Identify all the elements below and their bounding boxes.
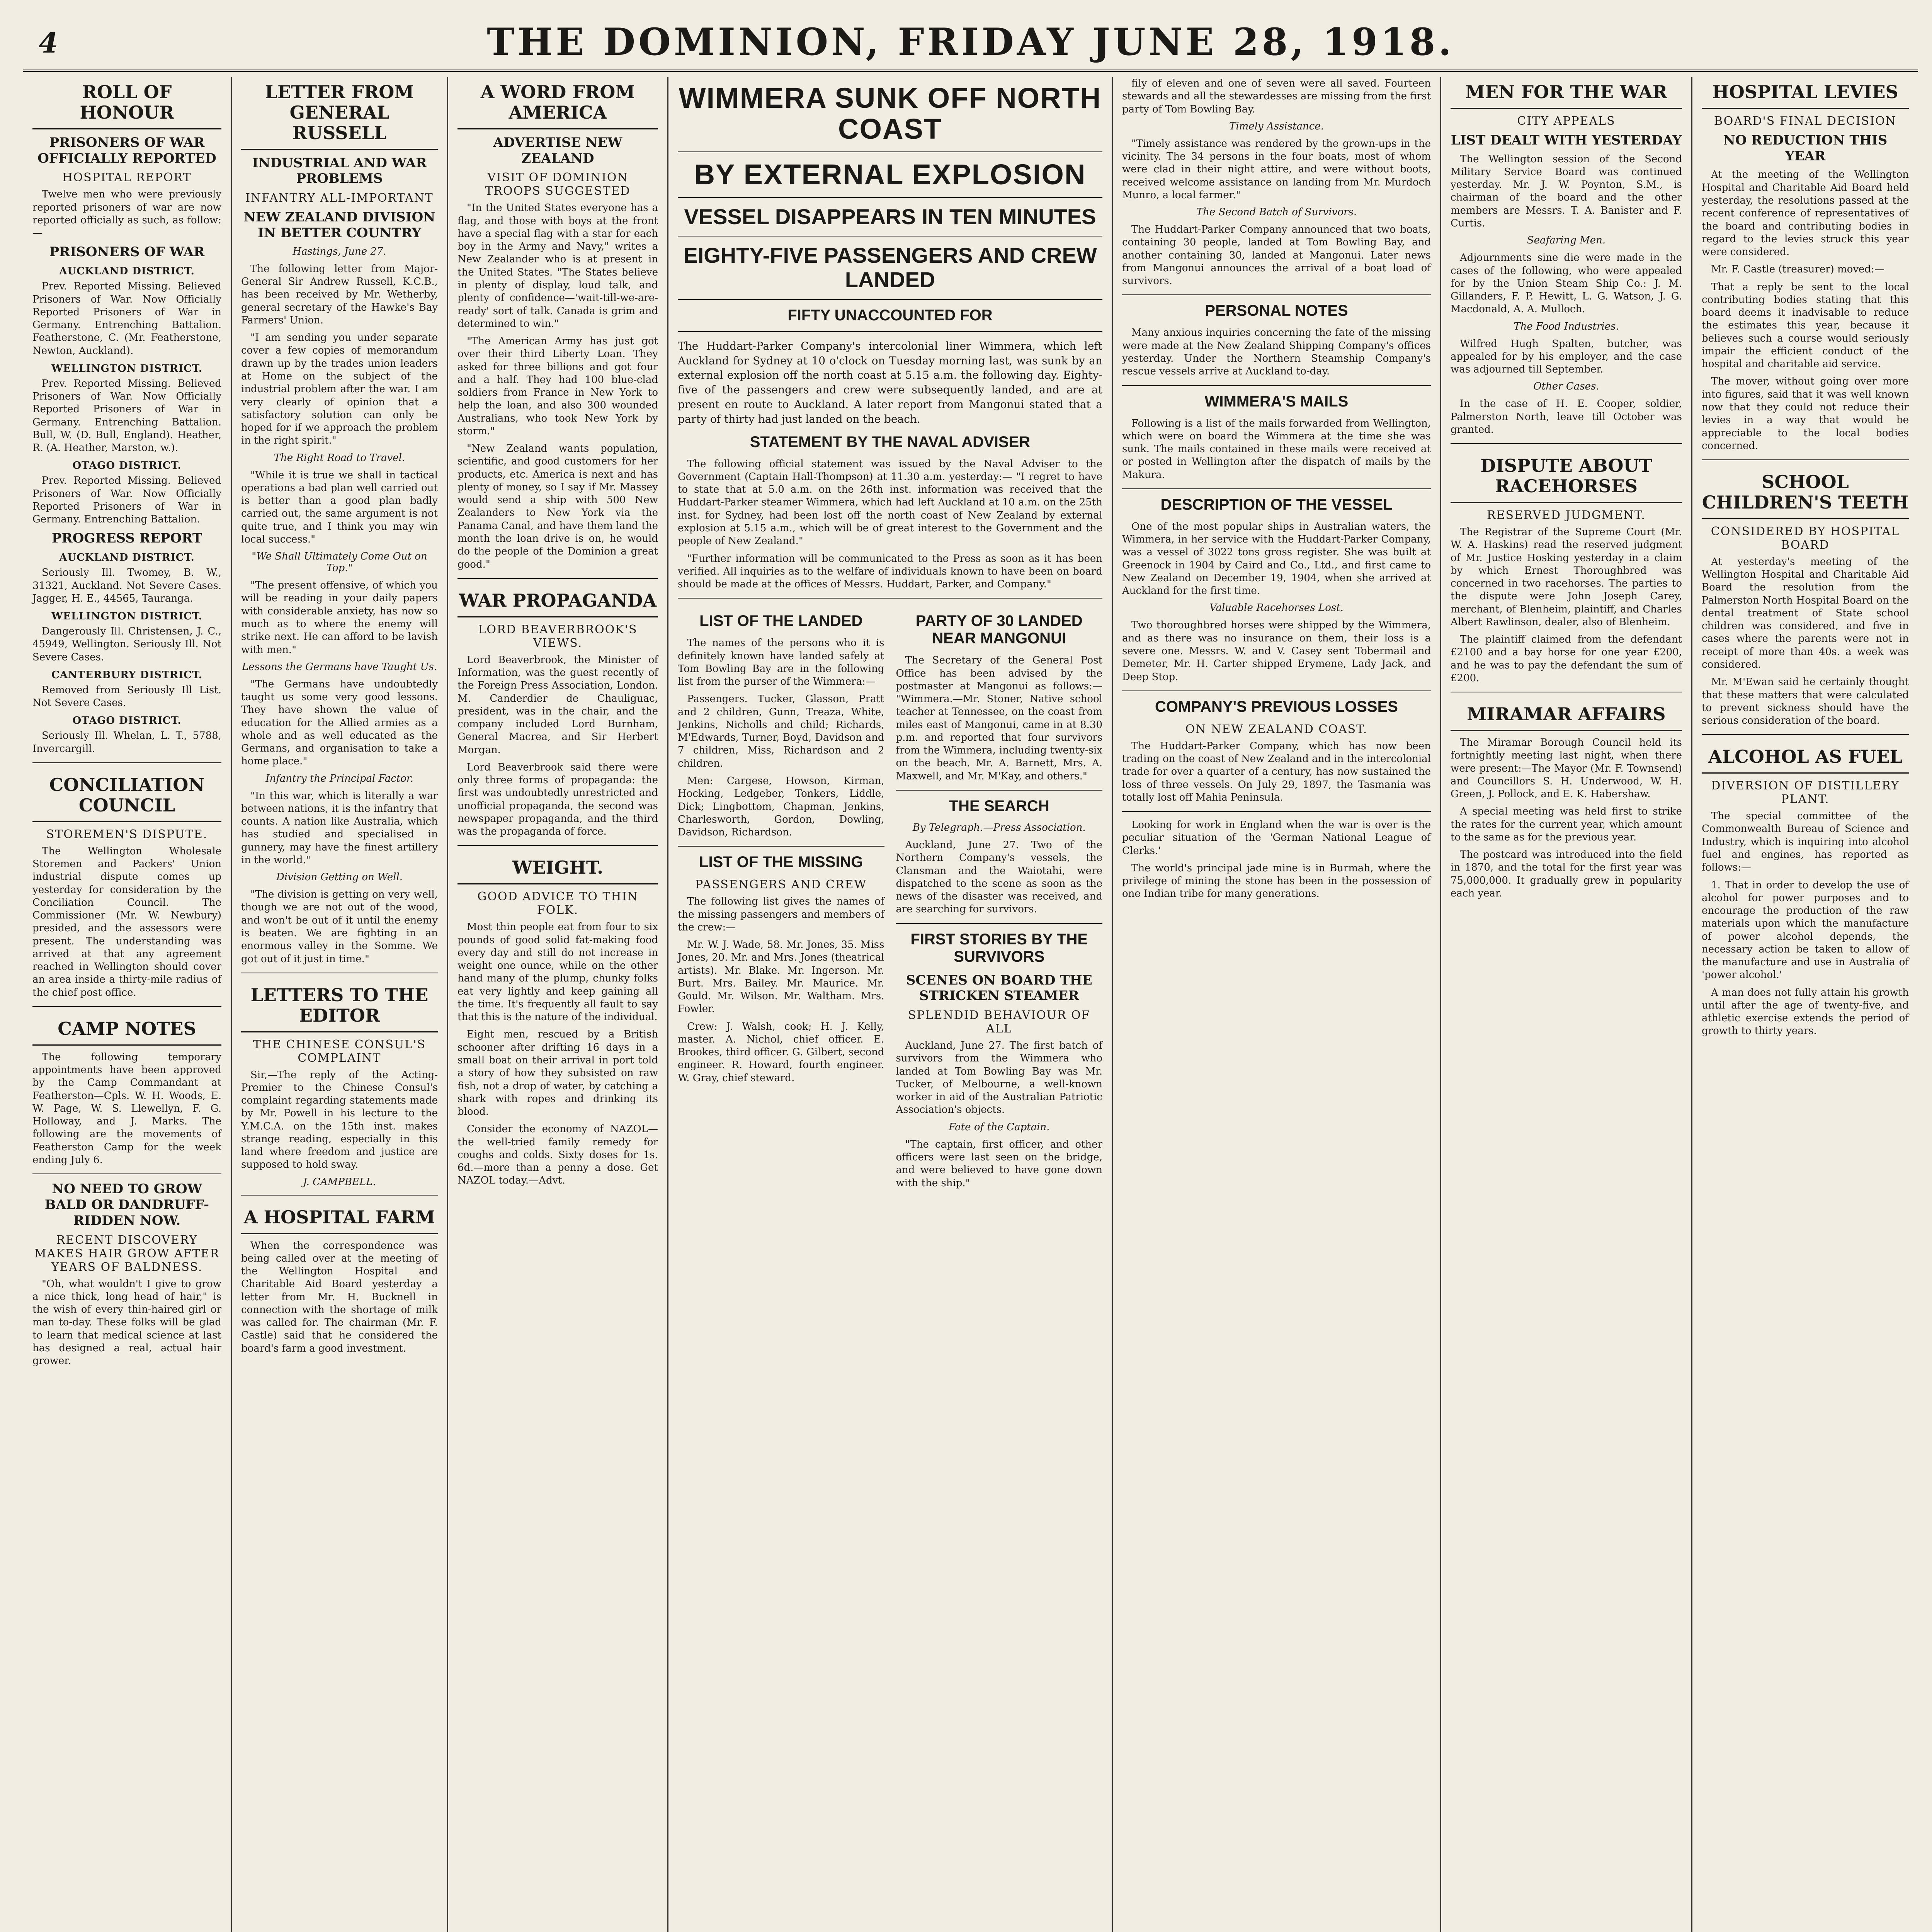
divider xyxy=(678,846,884,847)
article-text: Auckland, June 27. The first batch of survivors from the Wimmera who landed at Tom Bowling Bay was Mr. Tucker, of Melbourne, a well-known worker in aid of the Australian Patriotic Association's objects. xyxy=(896,1040,1102,1116)
headline-miramar-affairs: MIRAMAR AFFAIRS xyxy=(1451,699,1682,731)
landed-passengers: Passengers. Tucker, Glasson, Pratt and 2 children, Gunn, Treaza, White, Jenkins, Nicholls and child; Richards, M'Edwards, Turner, Boyd, Davidson and 7 children, Miss, Richardson and 2 children. xyxy=(678,693,884,769)
article-text: That a reply be sent to the local contributing bodies stating that this board deems it inadvisable to reduce the estimates this year, because it believes such a course would seriously impair the efficient conduct of the hospital and charitable aid service. xyxy=(1702,281,1909,370)
column-wimmera-continued xyxy=(1113,77,1441,1932)
article-text: "The captain, first officer, and other officers were last seen on the bridge, and were believed to have gone down with the ship." xyxy=(896,1138,1102,1189)
article-text: The following temporary appointments have been approved by the Camp Commandant at Featherston—Cpls. W. H. Woods, E. W. Page, W. S. Llewellyn, F. G. Holloway, and J. Marks. The following are the movements of Featherston Camp for the week ending July 6. xyxy=(32,1051,221,1166)
article-text: The Wellington Wholesale Storemen and Packers' Union industrial dispute comes up yesterday for consideration by the Conciliation Council. The Commissioner (Mr. W. Newbury) presided, and the assessors were present. The understanding was arrived at that any agreement reached in Wellington should cover an area inside a thirty-mile radius of the chief post office. xyxy=(32,845,221,998)
divider xyxy=(1702,459,1909,460)
headline-hospital-levies: HOSPITAL LEVIES xyxy=(1702,77,1909,109)
subhead: STOREMEN'S DISPUTE. xyxy=(46,827,208,841)
signature: J. CAMPBELL. xyxy=(303,1176,376,1188)
headline-school-childrens-teeth: SCHOOL CHILDREN'S TEETH xyxy=(1702,467,1909,519)
article-text: In the case of H. E. Cooper, soldier, Palmerston North, leave till October was granted. xyxy=(1451,398,1682,435)
article-text: "While it is true we shall in tactical operations a bad plan well carried out is better than a good plan badly carried out, the same argument is not quite true, and I think you may win local success." xyxy=(241,469,438,545)
subhead-personal-notes: PERSONAL NOTES xyxy=(1205,302,1348,320)
article-text: "The division is getting on very well, though we are not out of the wood, and won't be out of it until the enemy is beaten. We are fighting in an enormous valley in the Somme. We got out of it just in time." xyxy=(241,889,438,965)
column-word-from-america xyxy=(448,77,668,1932)
district-head: WELLINGTON DISTRICT. xyxy=(51,362,202,374)
district-head: OTAGO DISTRICT. xyxy=(72,715,182,727)
headline-fifty-unaccounted: FIFTY UNACCOUNTED FOR xyxy=(787,306,993,324)
article-text: Adjournments sine die were made in the cases of the following, who were appealed for by the Union Steam Ship Co.: J. M. Gillanders, F. P. Hewitt, L. G. Watson, J. G. Macdonald, A. A. Mulloch. xyxy=(1451,252,1682,315)
article-text: At yesterday's meeting of the Wellington Hospital and Charitable Aid Board the resolution from the Palmerston North Hospital Board on the dental treatment of State school children was considered, and five in cases where the parents were not in receipt of more than 40s. a week was considered. xyxy=(1702,556,1909,670)
subhead: HOSPITAL REPORT xyxy=(62,171,192,185)
article-text: Sir,—The reply of the Acting-Premier to the Chinese Consul's complaint regarding statements made by Mr. Powell in his lecture to the Y.M.C.A. on the 15th inst. makes strange reading, especially in this land where freedom and justice are supposed to hold sway. xyxy=(241,1069,438,1171)
article-text: Mr. M'Ewan said he certainly thought that these matters that were calculated to prevent sickness should have the serious consideration of the board. xyxy=(1702,676,1909,727)
divider xyxy=(678,299,1102,300)
article-text: The Huddart-Parker Company announced that two boats, containing 30 people, landed at Tom Bowling Bay, and another containing 30, landed at Mangonui. Later news from Mangonui announces the arrival of a boat load of survivors. xyxy=(1122,224,1431,287)
headline-weight: WEIGHT. xyxy=(457,853,658,884)
article-text: The Registrar of the Supreme Court (Mr. W. A. Haskins) read the reserved judgment of Mr. Justice Hosking yesterday in a claim by which Ernest Thoroughbred was concerned in two racehorses. The parties to the dispute were John Joseph Carey, merchant, of Blenheim, plaintiff, and Charles Albert Rawlinson, dealer, also of Blenheim. xyxy=(1451,526,1682,628)
article-text: The Secretary of the General Post Office has been advised by the postmaster at Mangonui as follows:— "Wimmera.—Mr. Stoner, Native school teacher at Tennessee, on the coast from miles east of Mangonui, came in at 8.30 p.m. and reported that four survivors from the Wimmera, including twenty-six on the beach. Mr. A. Barnett, Mrs. A. Maxwell, and Mr. M'Kay, and others." xyxy=(896,655,1102,782)
article-text: Most thin people eat from four to six pounds of good solid fat-making food every day and still do not increase in weight one ounce, while on the other hand many of the plump, chunky folks eat very lightly and keep gaining all the time. It's frequently all fault to say that this is the nature of the individual. xyxy=(457,921,658,1023)
paper-title: THE DOMINION, FRIDAY JUNE 28, 1918. xyxy=(487,20,1454,64)
divider xyxy=(896,923,1103,924)
article-text: The Huddart-Parker Company, which has now been trading on the coast of New Zealand and in the intercolonial trade for over a quarter of a century, has now sustained the loss of three vessels. On July 29, 1897, the Tasmania was totally lost off Mahia Peninsula. xyxy=(1122,740,1431,803)
district-head: AUCKLAND DISTRICT. xyxy=(59,552,195,564)
ad-text: "Oh, what wouldn't I give to grow a nice thick, long head of hair," is the wish of every thin-haired girl or man to-day. These folks will be glad to learn that medical science at last has designed a real, actual hair grower. xyxy=(32,1278,221,1367)
subhead-party-of-30: PARTY OF 30 LANDED NEAR MANGONUI xyxy=(915,612,1083,647)
subhead: INFANTRY ALL-IMPORTANT xyxy=(245,191,434,205)
article-text: The following letter from Major-General Sir Andrew Russell, K.C.B., has been received by Mr. Wetherby, general secretary of the Hawke's Bay Farmers' Union. xyxy=(241,263,438,326)
subhead: PASSENGERS AND CREW xyxy=(695,878,867,892)
district-head: OTAGO DISTRICT. xyxy=(72,460,182,472)
crosshead: Valuable Racehorses Lost. xyxy=(1209,602,1344,614)
subhead: ON NEW ZEALAND COAST. xyxy=(1185,722,1368,736)
crosshead: Seafaring Men. xyxy=(1527,235,1606,247)
headline-conciliation: CONCILIATION COUNCIL xyxy=(32,770,221,822)
subhead: SCENES ON BOARD THE STRICKEN STEAMER xyxy=(906,972,1092,1004)
article-text: The mover, without going over more into figures, said that it was well known now that they could not reduce their levies in a way that would be appreciable to the local bodies concerned. xyxy=(1702,376,1909,452)
article-text: The special committee of the Commonwealth Bureau of Science and Industry, which is inquiring into alcohol fuel and engines, has reported as follows:— xyxy=(1702,810,1909,874)
article-text: Two thoroughbred horses were shipped by the Wimmera, and as there was no insurance on them, their loss is a severe one. Messrs. W. and V. Casey sent Tobermail and Demeter, Mr. H. Carter shipped Erymene, Lady Jack, and Deep Stop. xyxy=(1122,619,1431,683)
headline-dispute-racehorses: DISPUTE ABOUT RACEHORSES xyxy=(1451,451,1682,503)
divider xyxy=(1122,488,1431,489)
dateline: Hastings, June 27. xyxy=(293,245,386,257)
divider xyxy=(896,790,1103,791)
subcolumn-right xyxy=(896,605,1103,1194)
article-text: One of the most popular ships in Australian waters, the Wimmera, in her service with the Huddart-Parker Company, was a vessel of 3022 tons gross register. She was built at Greenock in 1904 by Caird and Co., Ltd., and first came to New Zealand on December 19, 1904, when she arrived at Auckland for the first time. xyxy=(1122,520,1431,597)
section-head: PRISONERS OF WAR xyxy=(49,244,205,260)
lead-paragraph: The Huddart-Parker Company's intercolonial liner Wimmera, which left Auckland for Sydney at 10 o'clock on Tuesday morning last, was sunk by an external explosion off the north coast at 5.15 a.m. the following day. Eighty-five of the passengers and crew were subsequently landed, and are at present en route to Auckland. A later report from Mangonui stated that a party of thirty had just landed on the beach. xyxy=(678,339,1102,425)
article-text: "In this war, which is literally a war between nations, it is the infantry that counts. A nation like Australia, which has studied and specialised in gunnery, may have the finest artillery in the world." xyxy=(241,790,438,866)
ad-text: Consider the economy of NAZOL—the well-tried family remedy for coughs and colds. Sixty doses for 1s. 6d.—more than a penny a dose. Get NAZOL today.—Advt. xyxy=(457,1123,658,1187)
divider xyxy=(32,762,221,763)
article-text: 1. That in order to develop the use of alcohol for power purposes and to encourage the production of the raw materials upon which the manufacture of power alcohol depends, the necessary action be taken to allow of the manufacture and use in Australia of 'power alcohol.' xyxy=(1702,879,1909,981)
subhead: VISIT OF DOMINION TROOPS SUGGESTED xyxy=(485,171,631,198)
article-text: Dangerously Ill. Christensen, J. C., 45949, Wellington. Seriously Ill. Not Severe Cases. xyxy=(32,626,221,663)
headline-men-for-the-war: MEN FOR THE WAR xyxy=(1451,77,1682,109)
article-text: "The present offensive, of which you will be reading in your daily papers with considerable anxiety, has now so much as to where the enemy will strike next. He can afford to be lavish with men." xyxy=(241,580,438,656)
article-text: Removed from Seriously Ill List. Not Severe Cases. xyxy=(32,684,221,709)
headline-wimmera-sunk: WIMMERA SUNK OFF NORTH COAST xyxy=(679,82,1102,145)
article-text: Prev. Reported Missing. Believed Prisoners of War. Now Officially Reported Prisoners of War in Germany. Entrenching Battalion. Bull, W. (D. Bull, England). Heather, R. (A. Heather, Marston, w.). xyxy=(32,378,221,454)
article-text: When the correspondence was being called over at the meeting of the Wellington Hospital and Charitable Aid Board yesterday a letter from Mr. H. Bucknell in connection with the shortage of milk was called for. The chairman (Mr. F. Castle) said that he considered the board's farm a good investment. xyxy=(241,1240,438,1354)
district-head: CANTERBURY DISTRICT. xyxy=(51,669,202,681)
district-head: AUCKLAND DISTRICT. xyxy=(59,265,195,277)
divider xyxy=(32,1173,221,1174)
headline-roll-of-honour: ROLL OF HONOUR xyxy=(32,77,221,129)
article-text: The Wellington session of the Second Military Service Board was continued yesterday. Mr. J. W. Poynton, S.M., is chairman of the board and the other members are Messrs. T. A. Banister and F. Curtis. xyxy=(1451,153,1682,230)
divider xyxy=(1702,734,1909,735)
subhead-vessel-description: DESCRIPTION OF THE VESSEL xyxy=(1160,496,1393,513)
crosshead: Lessons the Germans have Taught Us. xyxy=(242,661,437,673)
headline-external-explosion: BY EXTERNAL EXPLOSION xyxy=(694,158,1086,190)
subhead-list-missing: LIST OF THE MISSING xyxy=(699,854,863,871)
subhead: DIVERSION OF DISTILLERY PLANT. xyxy=(1711,779,1900,806)
article-text: "I am sending you under separate cover a few copies of memorandum drawn up by the trades union leaders at Home on the subject of the industrial problem after the war. I am very clearly of opinion that a satisfactory solution can only be hoped for if we approach the problem in the right spirit." xyxy=(241,332,438,447)
crosshead: The Second Batch of Survivors. xyxy=(1196,206,1357,218)
column-general-russell xyxy=(232,77,448,1932)
headline-general-russell: LETTER FROM GENERAL RUSSELL xyxy=(241,77,438,150)
missing-passengers: Mr. W. J. Wade, 58. Mr. Jones, 35. Miss Jones, 20. Mr. and Mrs. Jones (theatrical artists). Mr. Blake. Mr. Ingerson. Mr. Burt. Mrs. Bailey. Mr. Maurice. Mr. Gould. Mr. Wilson. Mr. Waltham. Mrs. Fowler. xyxy=(678,939,884,1015)
subhead: LORD BEAVERBROOK'S VIEWS. xyxy=(478,622,638,650)
divider xyxy=(1122,690,1431,691)
article-text: Lord Beaverbrook said there were only three forms of propaganda: the first was undoubtedly unrestricted and unofficial propaganda, the second was newspaper propaganda, and the third was the propaganda of force. xyxy=(457,761,658,838)
ad-headline: NO NEED TO GROW BALD OR DANDRUFF-RIDDEN NOW. xyxy=(44,1181,209,1228)
subhead-previous-losses: COMPANY'S PREVIOUS LOSSES xyxy=(1155,698,1398,715)
section-head: PROGRESS REPORT xyxy=(51,531,202,546)
article-text: "The American Army has just got over their third Liberty Loan. They asked for three billions and got four and a half. They had 100 blue-clad soldiers from France in New York to help the loan, and also 300 wounded Australians, who took New York by storm." xyxy=(457,335,658,437)
headline-war-propaganda: WAR PROPAGANDA xyxy=(457,586,658,617)
headline-vessel-disappears: VESSEL DISAPPEARS IN TEN MINUTES xyxy=(684,204,1096,229)
subcolumn-left xyxy=(678,605,884,1194)
missing-crew: Crew: J. Walsh, cook; H. J. Kelly, master. A. Nichol, chief officer. E. Brookes, third officer. G. Gilbert, second engineer. R. Howard, fourth engineer. W. Gray, chief steward. xyxy=(678,1020,884,1084)
ad-subhead: RECENT DISCOVERY MAKES HAIR GROW AFTER YEARS OF BALDNESS. xyxy=(34,1233,220,1274)
subhead: CITY APPEALS xyxy=(1517,114,1616,128)
article-text: The plaintiff claimed from the defendant £2100 and a bay horse for one year £200, and he was to pay the defendant the sum of £200. xyxy=(1451,634,1682,684)
article-text: "New Zealand wants population, scientific, and good customers for her products, etc. America is next and has plenty of money, so I say if Mr. Massey would send a ship with 500 New Zealanders to New York via the Panama Canal, and have them land the month the loan drive is on, he would do the people of the Dominion a great good." xyxy=(457,443,658,570)
article-text: Looking for work in England when the war is over is the peculiar situation of the 'German National League of Clerks.' xyxy=(1122,819,1431,857)
subhead: LIST DEALT WITH YESTERDAY xyxy=(1451,132,1682,148)
article-text: Prev. Reported Missing. Believed Prisoners of War. Now Officially Reported Prisoners of War in Germany. Entrenching Battalion. xyxy=(32,475,221,526)
landed-men: Men: Cargese, Howson, Kirman, Hocking, Ledgeber, Tonkers, Liddle, Dick; Lingbottom, Chapman, Jenkins, Charlesworth, Gordon, Dowling, Davidson, Richardson. xyxy=(678,775,884,838)
article-text: The following official statement was issued by the Naval Adviser to the Government (Captain Hall-Thompson) at 11.30 a.m. yesterday:— "I regret to have to state that at 5.0 a.m. on the 26th inst. information was received that the Huddart-Parker steamer Wimmera, which had left Auckland at 10 a.m. on the 25th inst. for Sydney, had been lost off the north coast of New Zealand by external explosion at 5.15 a.m., which will be of great interest to the Government and the people of New Zealand." xyxy=(678,458,1102,547)
subhead: INDUSTRIAL AND WAR PROBLEMS xyxy=(252,155,427,187)
subhead-the-search: THE SEARCH xyxy=(949,797,1049,815)
article-text: A man does not fully attain his growth until after the age of twenty-five, and athletic exercise extends the period of growth to thirty years. xyxy=(1702,986,1909,1037)
headline-letters-to-editor: LETTERS TO THE EDITOR xyxy=(241,980,438,1032)
column-men-for-the-war xyxy=(1441,77,1692,1932)
article-text: Prev. Reported Missing. Believed Prisoners of War. Now Officially Reported Prisoners of War in Germany. Entrenching Battalion. Featherstone, C. (Mr. Featherstone, Newton, Auckland). xyxy=(32,281,221,357)
headline-hospital-farm: A HOSPITAL FARM xyxy=(241,1202,438,1234)
crosshead: "We Shall Ultimately Come Out on Top." xyxy=(252,551,427,574)
crosshead: The Right Road to Travel. xyxy=(274,452,405,464)
article-text: Auckland, June 27. Two of the Northern Company's vessels, the Clansman and the Waiotahi, were dispatched to the scene as soon as the news of the disaster was received, and are searching for survivors. xyxy=(896,839,1102,915)
crosshead: The Food Industries. xyxy=(1514,320,1619,332)
article-text: "Further information will be communicated to the Press as soon as it has been verified. All inquiries as to the welfare of individuals known to have been on board should be made at the offices of Messrs. Huddart, Parker, and Company." xyxy=(678,553,1102,590)
crosshead: Division Getting on Well. xyxy=(276,871,403,883)
divider xyxy=(1451,443,1682,444)
lead-subcolumns xyxy=(678,605,1102,1194)
article-text: Following is a list of the mails forwarded from Wellington, which were on board the Wimmera at the time she was sunk. The mails contained in these mails were received at or posted in Wellington after the dispatch of mails by the Makura. xyxy=(1122,417,1431,481)
article-text: Wilfred Hugh Spalten, butcher, was appealed for by his employer, and the case was adjourned till September. xyxy=(1451,338,1682,376)
divider xyxy=(32,1006,221,1007)
subhead-naval-adviser: STATEMENT BY THE NAVAL ADVISER xyxy=(750,433,1031,451)
subhead: CONSIDERED BY HOSPITAL BOARD xyxy=(1711,524,1900,552)
article-text: The names of the persons who it is definitely known have landed safely at Tom Bowling Bay are in the following list from the purser of the Wimmera:— xyxy=(678,637,884,688)
subhead: GOOD ADVICE TO THIN FOLK. xyxy=(477,890,638,917)
article-text: Twelve men who were previously reported prisoners of war are now reported officially as such, as follow:— xyxy=(32,189,221,239)
article-text: At the meeting of the Wellington Hospital and Charitable Aid Board held yesterday, the resolutions passed at the recent conference of representatives of the board and contributing bodies in regard to the levies struck this year were considered. xyxy=(1702,169,1909,258)
subhead: NEW ZEALAND DIVISION IN BETTER COUNTRY xyxy=(243,209,435,241)
subhead: SPLENDID BEHAVIOUR OF ALL xyxy=(908,1009,1090,1036)
subhead: PRISONERS OF WAR OFFICIALLY REPORTED xyxy=(37,134,216,166)
district-head: WELLINGTON DISTRICT. xyxy=(51,611,202,622)
crosshead: Other Cases. xyxy=(1533,381,1599,393)
article-text: The Miramar Borough Council held its fortnightly meeting last night, when there were present:—The Mayor (Mr. F. Townsend) and Councillors S. H. Underwood, W. H. Green, J. Pollock, and E. K. Habershaw. xyxy=(1451,737,1682,800)
subhead: RESERVED JUDGMENT. xyxy=(1487,508,1646,522)
divider xyxy=(678,197,1102,198)
article-text: Seriously Ill. Whelan, L. T., 5788, Invercargill. xyxy=(32,730,221,755)
headline-camp-notes: CAMP NOTES xyxy=(32,1014,221,1046)
divider xyxy=(678,151,1102,152)
subhead-first-stories: FIRST STORIES BY THE SURVIVORS xyxy=(910,930,1088,965)
page-number: 4 xyxy=(39,26,58,59)
article-text: fily of eleven and one of seven were all saved. Fourteen stewards and all the stewardesses are missing from the first party of Tom Bowling Bay. xyxy=(1122,78,1431,115)
subhead-wimmera-mails: WIMMERA'S MAILS xyxy=(1204,393,1349,410)
divider xyxy=(457,578,658,579)
crosshead: Fate of the Captain. xyxy=(948,1121,1050,1133)
article-text: "The Germans have undoubtedly taught us some very good lessons. They have shown the value of education for the Allied armies as a whole and as well educated as the Germans, and organisation to take a home place." xyxy=(241,678,438,767)
subhead-list-landed: LIST OF THE LANDED xyxy=(699,612,863,630)
crosshead: Timely Assistance. xyxy=(1229,120,1324,132)
subhead: BOARD'S FINAL DECISION xyxy=(1714,114,1896,128)
article-text: Mr. F. Castle (treasurer) moved:— xyxy=(1711,264,1884,276)
article-text: The following list gives the names of the missing passengers and members of the crew:— xyxy=(678,896,884,933)
column-wimmera-lead xyxy=(668,77,1113,1932)
article-text: A special meeting was held first to strike the rates for the current year, which amount to the same as for the previous year. xyxy=(1451,806,1682,843)
article-text: The world's principal jade mine is in Burmah, where the privilege of mining the stone has been in the possession of one Indian tribe for many generations. xyxy=(1122,862,1431,900)
article-text: "Timely assistance was rendered by the grown-ups in the vicinity. The 34 persons in the four boats, most of whom were clad in their night attire, and were without boots, received welcome assistance on landing from Mr. Murdoch Munro, a local farmer." xyxy=(1122,138,1431,201)
article-text: Lord Beaverbrook, the Minister of Information, was the guest recently of the Foreign Press Association, London. M. Canderdier de Chauliguac, president, was in the chair, and the company included Lord Burnham, General Macrea, and Sir Herbert Morgan. xyxy=(457,654,658,756)
headline-eighty-five-landed: EIGHTY-FIVE PASSENGERS AND CREW LANDED xyxy=(683,243,1097,292)
divider xyxy=(1122,811,1431,812)
article-text: Seriously Ill. Twomey, B. W., 31321, Auckland. Not Severe Cases. Jagger, H. E., 44565, Tauranga. xyxy=(32,567,221,604)
article-text: "In the United States everyone has a flag, and those with boys at the front have a special flag with a star for each boy in the Army and Navy," writes a New Zealander who is at present in the United States. "The States believe in plenty of display, loud talk, and plenty of confidence—'wait-till-we-are-ready' sort of talk. Canada is grim and determined to win." xyxy=(457,202,658,330)
subhead: NO REDUCTION THIS YEAR xyxy=(1723,132,1888,164)
masthead xyxy=(23,12,1918,72)
divider xyxy=(457,845,658,846)
column-roll-of-honour xyxy=(23,77,232,1932)
subhead: ADVERTISE NEW ZEALAND xyxy=(493,134,622,166)
divider xyxy=(241,1195,438,1196)
divider xyxy=(678,598,1102,599)
crosshead: Infantry the Principal Factor. xyxy=(265,772,413,784)
column-hospital-levies xyxy=(1692,77,1918,1932)
divider xyxy=(1122,385,1431,386)
headline-alcohol-as-fuel: ALCOHOL AS FUEL xyxy=(1702,742,1909,774)
byline: By Telegraph.—Press Association. xyxy=(912,821,1086,833)
divider xyxy=(1122,294,1431,295)
article-text: Many anxious inquiries concerning the fate of the missing were made at the New Zealand Shipping Company's offices yesterday. Under the Northern Steamship Company's rescue vessels arrive at Auckland to-day. xyxy=(1122,327,1431,378)
divider xyxy=(678,331,1102,332)
article-text: The postcard was introduced into the field in 1870, and the total for the first year was 75,000,000. It gradually grew in popularity each year. xyxy=(1451,849,1682,899)
article-text: Eight men, rescued by a British schooner after drifting 16 days in a small boat on their arrival in port told a story of how they subsisted on raw fish, not a drop of water, by catching a shark with ropes and drinking its blood. xyxy=(457,1029,658,1118)
headline-word-from-america: A WORD FROM AMERICA xyxy=(457,77,658,129)
subhead: THE CHINESE CONSUL'S COMPLAINT xyxy=(253,1037,426,1065)
